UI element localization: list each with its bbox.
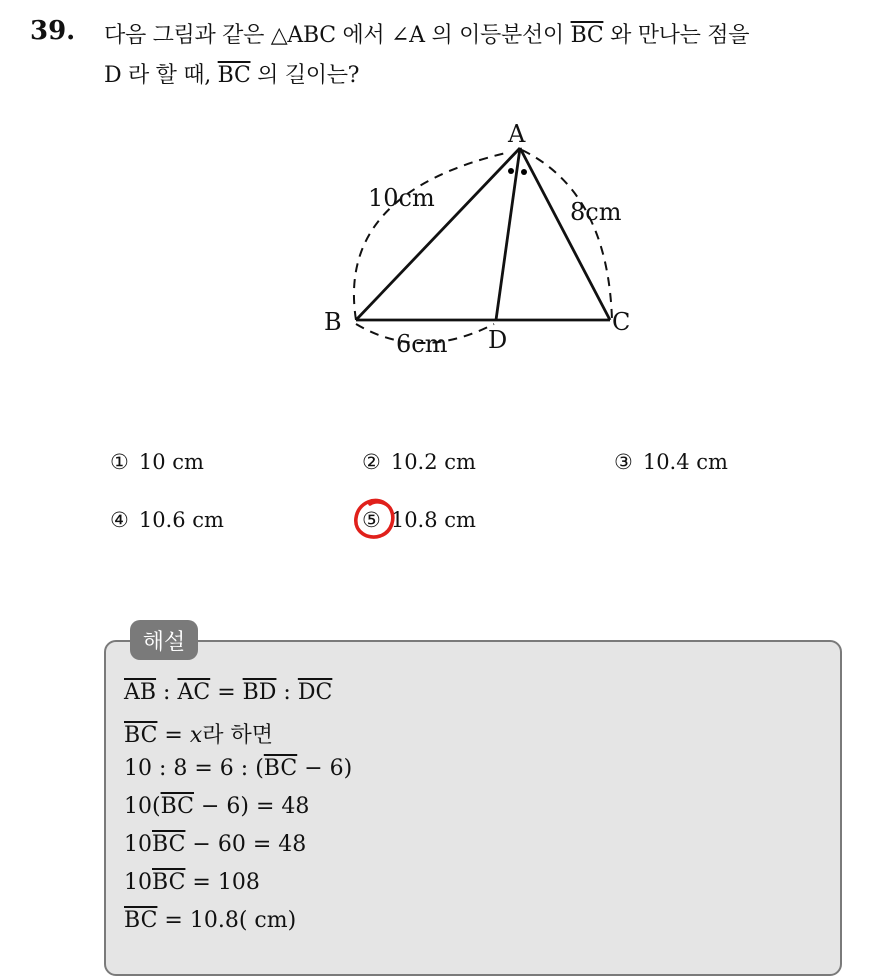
solution-line-4 xyxy=(124,794,309,819)
solution-line-6 xyxy=(124,870,260,895)
math-text: = xyxy=(210,680,243,705)
math-text: = 108 xyxy=(185,870,260,895)
choice-text: 10.8 cm xyxy=(390,508,476,532)
segment-bc: $\overline{BC}$ xyxy=(570,23,604,48)
choice-number: ① xyxy=(110,450,129,474)
segment-bc: $\overline{BC}$ xyxy=(152,832,186,857)
angle-mark xyxy=(521,169,527,175)
math-text: − 60 = 48 xyxy=(185,832,307,857)
choice-text: 10.6 cm xyxy=(138,508,224,532)
segment-bc: $\overline{BC}$ xyxy=(124,723,158,748)
segment-ab: $\overline{AB}$ xyxy=(124,680,157,705)
math-text: − 6) = 48 xyxy=(194,794,310,819)
answer-circle-icon xyxy=(352,496,398,542)
math-text: 10( xyxy=(124,794,161,819)
choice-number: ② xyxy=(362,450,381,474)
segment-bc: $\overline{BC}$ xyxy=(160,794,194,819)
question-line-2 xyxy=(104,58,359,89)
question-text: D 라 할 때, xyxy=(104,63,218,88)
solution-line-7 xyxy=(124,908,296,933)
segment-dc: $\overline{DC}$ xyxy=(297,680,333,705)
question-text: 와 만나는 점을 xyxy=(603,23,750,48)
length-ac: 8cm xyxy=(570,198,622,226)
triangle-figure xyxy=(300,112,660,374)
segment-bc: $\overline{BC}$ xyxy=(263,756,298,781)
segment-bc: $\overline{BC}$ xyxy=(152,870,186,895)
math-text: 10 : 8 = 6 : ( xyxy=(124,756,264,781)
math-text: 10 xyxy=(124,870,152,895)
solution-line-5 xyxy=(124,832,306,857)
solution-line-3 xyxy=(124,756,352,781)
question-line-1 xyxy=(104,18,749,49)
math-text: = 10.8( cm) xyxy=(157,908,297,933)
math-text: 라 하면 xyxy=(202,723,274,748)
solution-line-2 xyxy=(124,718,273,749)
solution-line-1 xyxy=(124,680,332,705)
label-c: C xyxy=(612,308,631,336)
choice-text: 10.4 cm xyxy=(642,450,728,474)
label-d: D xyxy=(488,326,508,354)
segment-ac: $\overline{AC}$ xyxy=(177,680,211,705)
choice-4[interactable] xyxy=(110,508,224,532)
math-text: : xyxy=(156,680,178,705)
arc-ab xyxy=(354,152,510,320)
math-variable: x xyxy=(189,723,203,748)
angle-mark xyxy=(508,168,514,174)
math-text: : xyxy=(276,680,298,705)
question-text: 의 길이는? xyxy=(250,63,360,88)
question-number: 39. xyxy=(30,16,76,46)
math-text: − 6) xyxy=(297,756,353,781)
bisector-ad xyxy=(496,148,520,320)
math-text: 10 xyxy=(124,832,152,857)
math-text: = xyxy=(157,723,190,748)
label-b: B xyxy=(324,308,342,336)
solution-tab: 해설 xyxy=(130,620,198,660)
label-a: A xyxy=(508,120,526,148)
length-bd: 6cm xyxy=(396,330,448,358)
segment-bc: $\overline{BC}$ xyxy=(124,908,158,933)
choice-1[interactable] xyxy=(110,450,204,474)
segment-bc: $\overline{BC}$ xyxy=(217,63,251,88)
segment-bd: $\overline{BD}$ xyxy=(242,680,277,705)
choice-number: ④ xyxy=(110,508,129,532)
choice-text: 10.2 cm xyxy=(390,450,476,474)
length-ab: 10cm xyxy=(368,184,435,212)
side-ab xyxy=(356,148,520,320)
choice-text: 10 cm xyxy=(138,450,204,474)
choice-number: ⑤ xyxy=(362,508,381,532)
question-text: 다음 그림과 같은 △ABC 에서 ∠A 의 이등분선이 xyxy=(104,23,571,48)
choice-number: ③ xyxy=(614,450,633,474)
choice-2[interactable] xyxy=(362,450,476,474)
choice-3[interactable] xyxy=(614,450,728,474)
